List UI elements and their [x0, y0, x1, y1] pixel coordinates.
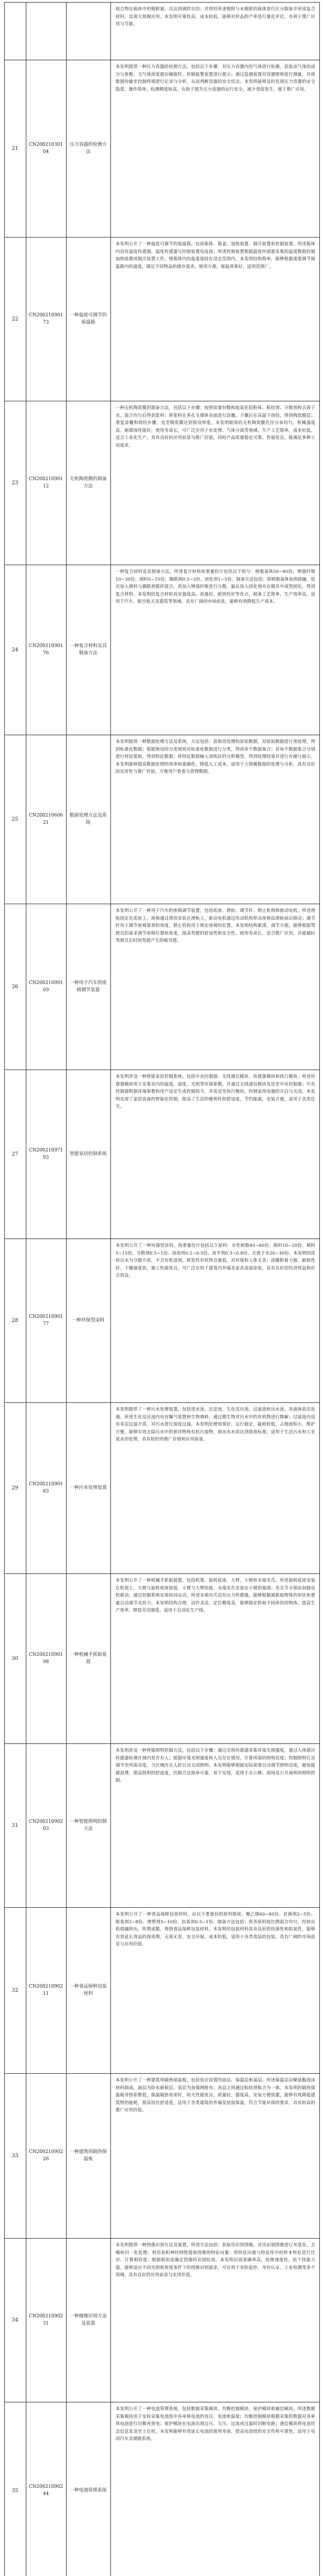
row-number: 30: [11, 1655, 19, 1662]
row-number: 29: [11, 1485, 19, 1491]
patent-abstract: 本发明涉及一种智能家居控制系统，包括中央控制器、无线通信模块、传感器模块和执行模块。所述传感器模块用于采集室内的温度、湿度、光照等环境参数，并通过无线通信模块发送至中央控制器；中央控制器根据环境参数和用户设定生成控制指令，并发送至执行模块，控制家用电器的开启与关闭。本发明实现了家居设备的智能化控制，提高了生活的便利性和舒适度，节约能源，安装方便，适用于各类住宅。: [116, 1074, 315, 1109]
patent-abstract: 本发明公开了一种电池管理系统，包括数据采集模块、均衡控制模块、保护模块和通信模块。所述数据采集模块用于实时采集电池组中各单体电池的电压、电流和温度；均衡控制模块根据采集的数据对各单体电池进行均衡充放电；保护模块在电池出现过压、欠压、过流或过温时切断电路；通信模块将电池状态信息发送至上位机。本发明能够有效延长电池的使用寿命，提高电池组的安全性和可靠性，适用于电动汽车及储能系统。: [116, 2406, 315, 2442]
patent-number: [26, 2, 66, 60]
patent-number: CN20021090211: [28, 1984, 63, 1996]
row-number: 25: [11, 816, 19, 822]
row-number: 33: [11, 2153, 19, 2159]
patent-number: CN20021090112: [28, 477, 63, 489]
patent-title: 一种复合材料及其制备方法: [69, 643, 107, 656]
patent-title: 一种电池管理系统: [69, 2488, 107, 2493]
patent-abstract: 本发明公开了一种建筑用隔热保温板，包括依次设置的面层、保温层和基层。所述保温层由聚氨酯泡沫材料制成，面层为防水耐候层，基层为加强网格布；各层之间通过粘结剂粘合为一体。本发明的隔热保温板导热系数低，保温隔热效果好，防火性能优良，质量轻，强度高，安装方便快捷，能够有效降低建筑物的能耗，提高居住舒适度，适用于各类建筑的外墙及屋面保温，符合节能环保的要求，具有较高的推广应用价值。: [116, 2077, 315, 2113]
patent-number: CN20021090244: [28, 2484, 63, 2497]
patent-abstract: 一种复合材料及其制备方法，所述复合材料按重量份计包括以下组分：树脂基体50~80份、增强纤维10~30份、填料5~15份、偶联剂0.5~2份、固化剂1~5份。制备方法包括：将树脂基体加热熔融，依次加入填料与偶联剂搅拌混合，再加入增强纤维进行分散，最后加入固化剂并在模具中成型固化，得到复合材料。本发明的复合材料具有强度高、质量轻、耐热性好等优点，制备工艺简单，生产效率高，适用于汽车、航空航天及建筑等领域，具有广阔的市场前景，能够有效降低生产成本。: [116, 569, 315, 604]
patent-title: 一种图像识别方法及装置: [69, 2314, 107, 2326]
patent-title: 智能家居控制系统: [69, 1151, 107, 1157]
patent-abstract: 本发明涉及一种智能照明控制方法，包括以下步骤：通过光照传感器采集环境光照强度，通过人体感应传感器检测区域内是否有人；根据环境光照强度和人员存在情况，计算所需的照明亮度；控制照明灯具调节至所需亮度，当区域内无人时自动关闭照明。本发明能够根据实际需要自动调节照明亮度，避免能源浪费，提高照明的舒适度，控制方法简单可靠，易于实现，适用于办公楼、商场及公共场所的照明控制。: [116, 1748, 315, 1783]
patent-title: 一种食品保鲜包装材料: [69, 1984, 107, 1996]
patent-title: 一种温度可调节的保温箱: [69, 313, 107, 325]
row-number: 34: [11, 2317, 19, 2323]
patent-title: 一种智能照明控制方法: [69, 1819, 107, 1832]
patent-abstract: 一种无机陶瓷膜的制备方法，包括以下步骤：按照质量份数称取氧化铝粉体、粘结剂、分散剂和去离子水，混合均匀后得到浆料；将浆料在多孔支撑体表面进行涂覆，干燥后在高温下烧结，得到陶瓷膜层；重复涂覆和烧结步骤，直至陶瓷膜达到预设厚度。本发明制备的无机陶瓷膜孔径分布均匀，机械强度高，耐腐蚀性能好，使用寿命长，可广泛应用于水处理、气体分离等领域，生产工艺简单，成本较低，适合工业化生产，具有良好的应用前景与推广价值，同时产品质量稳定可靠，性能优良，能满足多种工况需求。: [116, 405, 315, 448]
patent-number: CN20021090173: [28, 313, 63, 325]
row-number: 24: [11, 647, 19, 653]
patent-abstract: 本发明公开了一种机械手抓取装置，包括机架、旋转底座、大臂、小臂和末端夹爪。所述旋转底座安装在机架上，大臂与旋转底座铰接，小臂与大臂铰接，末端夹爪安装在小臂的端部；各关节分别由伺服电机驱动，通过控制系统实现协同运动。所述末端夹爪设有压力传感器，能够根据被抓取物体的形状和重量自动调节夹持力。本发明结构合理，动作灵活，定位精度高，能够稳定抓取不同形状的物体，提高生产效率，降低劳动强度，适用于自动化生产线。: [116, 1578, 315, 1613]
patent-title: 一种污水处理装置: [69, 1485, 107, 1490]
patent-number: CN20021090176: [28, 643, 63, 656]
patent-title: 压力容器的检测方法: [69, 142, 107, 155]
patent-abstract: 本发明提供一种压力容器的检测方法，包括以下步骤：对压力容器内的气体进行检测，获取该气体的成分与参数；当气体浓度超出阈值时，控制报警装置进行提示；通过监测装置对容器壁厚进行测量，并将数据传输至控制终端进行记录与分析，从而判断容器的安全状态。本发明能够及时发现压力容器的安全隐患，操作简单，检测精度较高，有助于提升压力容器的运行安全，减少事故发生，便于推广应用。: [116, 64, 315, 92]
row-number: [4, 2, 26, 60]
patent-title: 一种环保型涂料: [72, 1318, 105, 1323]
row-number: 23: [11, 480, 19, 486]
patent-number: CN20021030104: [28, 142, 63, 155]
patent-abstract: 取合物在载体中的吸附量，以达到调控目的；并将经所述吸附与未吸附的载体进行区分制备并形成复合材料，实现大规模应用。本发明可靠性高、成本较低，能够对样品的产率进行量化评估，有利于推广应用与节能。: [116, 6, 315, 27]
patent-number: CN20021090177: [28, 1314, 63, 1327]
patent-number: CN20021090231: [28, 2314, 63, 2326]
row-number: 27: [11, 1151, 19, 1157]
patent-abstract: 本发明公开了一种环保型涂料，按重量份计包括以下原料：水性树脂40~60份、颜料10~20份、填料5~15份、分散剂0.5~1份、消泡剂0.2~0.5份、流平剂0.3~0.8份、去离子水20~30份。本发明的涂料以水为分散介质，不含有机溶剂，挥发性有机物含量低，对环境和人体无害；涂膜附着力强、耐候性好、干燥速度快，施工性能优良，可广泛应用于建筑内外墙及家具表面涂装，具有良好的经济效益和社会效益。: [116, 1243, 315, 1278]
patent-number: CN20021090169: [28, 980, 63, 993]
patent-abstract: 本发明公开了一种温度可调节的保温箱，包括箱体、箱盖、加热装置、制冷装置和控制装置。所述箱体内设有温度传感器，温度传感器与控制装置电连接；所述控制装置根据温度传感器采集的温度数据控制加热装置或制冷装置工作，使箱体内的温度保持在设定范围内。本发明结构简单，能够根据需要调节保温箱内的温度，满足不同物品的储存需求，使用方便，保温效果好，适用范围广。: [116, 241, 315, 269]
row-number: 32: [11, 1987, 19, 1993]
row-number: 22: [11, 316, 19, 322]
patent-number: CN20021090183: [28, 1482, 63, 1494]
row-number: 26: [11, 984, 19, 990]
patent-table: [4, 2, 320, 2576]
patent-title: 一种机械手抓取装置: [69, 1652, 107, 1665]
patent-abstract: 本发明公开了一种用于汽车的座椅调节装置，包括底座、滑轨、调节杆、锁止机构和驱动电机。所述滑轨固定在底座上，座椅通过滑块安装在滑轨上，驱动电机通过传动机构带动座椅沿滑轨前后移动；调节杆用于调节座椅靠背的角度，锁止机构用于锁定座椅的位置。本发明结构紧凑，调节方便，能够根据驾驶员的需求调节座椅位置和角度，提高驾驶的舒适性和安全性，使用寿命长，适合推广应用，并能减轻驾驶员长时间驾驶产生的疲劳感。: [116, 908, 315, 943]
patent-abstract: 本发明提供一种图像识别方法及装置，所述方法包括：获取待识别图像，对待识别图像进行灰度化、去噪和归一化处理；利用卷积神经网络提取图像的特征向量；将特征向量与特征库中的样本特征进行比对，计算相似度；根据相似度确定图像的识别结果。本发明识别准确率高，处理速度快，抗干扰能力强，能够适应不同光照和角度条件下的图像识别需求，可应用于安防监控、身份认证、工业检测等多个领域，具有良好的应用前景与实用价值。: [116, 2242, 315, 2278]
row-number: 35: [11, 2487, 19, 2494]
patent-number: CN20021090226: [28, 2149, 63, 2162]
patent-number: CN20021060621: [28, 813, 63, 825]
row-number: 28: [11, 1317, 19, 1324]
patent-title: 一种用于汽车的座椅调节装置: [69, 980, 107, 993]
patent-number: CN20021090203: [28, 1819, 63, 1832]
patent-abstract: 本发明提供了一种污水处理装置，包括进水池、沉淀池、生化反应池、过滤池和出水池，各池体依次连通。所述生化反应池内设有曝气装置和生物填料，通过微生物对污水中的有机物进行降解；过滤池内设有多层过滤介质，对污水进行深度过滤。本发明处理效果好，运行稳定，能耗较低，占地面积小，维护方便，能够有效去除污水中的悬浮物和有机污染物，使出水水质达到排放标准，适用于生活污水和工业废水的处理，具有较好的推广价值和应用前景。: [116, 1406, 315, 1442]
row-number: 31: [11, 1822, 19, 1828]
row-number: 21: [11, 145, 19, 151]
patent-abstract: 本发明提供一种数据处理方法及系统，方法包括：获取待处理的原始数据，对原始数据进行预处理，得到标准化数据；根据预设的分类规则对标准化数据进行分类，得到多个数据集合；对每个数据集合分别进行特征提取，得到特征数据；将特征数据输入训练好的分析模型，得到处理结果并进行存储与展示。本发明能够提高数据处理的效率和准确性，降低人工成本，适用于大规模数据的处理与分析，具有良好的实用性与推广价值，方便用户查看与管理数据。: [116, 739, 315, 774]
patent-title: 数据处理方法及系统: [69, 813, 107, 825]
patent-number: CN20021097193: [28, 1148, 63, 1160]
patent-title: [66, 2, 110, 60]
patent-number: CN20021090198: [28, 1652, 63, 1665]
patent-title: 无机陶瓷膜的制备方法: [69, 477, 107, 489]
patent-abstract: 本发明公开了一种食品保鲜包装材料，由以下重量份的原料制成：聚乙烯60~80份、抗菌剂2~5份、吸氧剂3~8份、增塑剂5~10份、抗氧剂0.5~1份。制备方法包括：将各原料按比例混合均匀，经挤出机熔融挤出，吹塑成膜，得到食品保鲜包装材料。本发明的包装材料具有良好的抗菌性和阻氧性，能够有效延长食品的保质期，无毒无害，安全环保，成本较低，适用于各类食品的包装，具有广阔的市场前景与应用价值。: [116, 1911, 315, 1947]
patent-title: 一种建筑用隔热保温板: [69, 2149, 107, 2162]
